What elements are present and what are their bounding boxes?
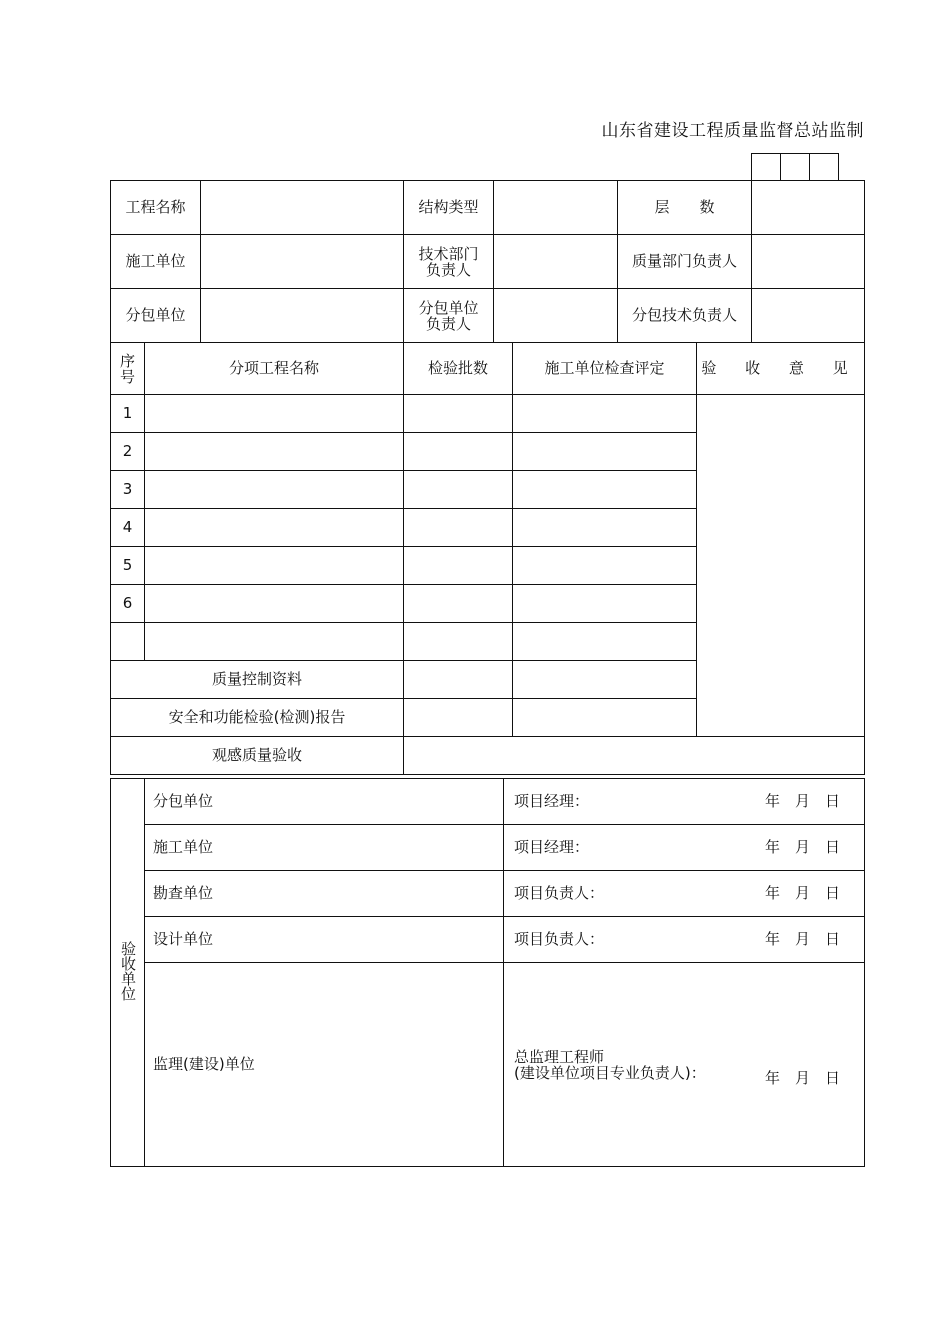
- item-seq: 3: [111, 471, 145, 509]
- issuer-text: 山东省建设工程质量监督总站监制: [601, 121, 864, 141]
- code-box[interactable]: [810, 154, 838, 181]
- acceptance-signature-cell[interactable]: [504, 779, 865, 825]
- code-box[interactable]: [781, 154, 810, 181]
- item-batches-cell[interactable]: [404, 471, 513, 509]
- item-name-cell[interactable]: [145, 471, 404, 509]
- item-row: [111, 395, 865, 433]
- item-batches-cell[interactable]: [404, 547, 513, 585]
- item-name-header: 分项工程名称: [145, 343, 404, 395]
- sub-items-table: [110, 342, 865, 775]
- item-eval-cell[interactable]: [513, 623, 697, 661]
- acceptance-unit: 施工单位: [145, 825, 504, 871]
- project-name-field[interactable]: [201, 181, 404, 235]
- acceptance-row: [111, 825, 865, 871]
- supervision-row: [111, 963, 865, 1167]
- contractor-field[interactable]: [201, 235, 404, 289]
- subcontractor-field[interactable]: [201, 289, 404, 343]
- signer-role: 项目负责人：: [514, 930, 605, 948]
- acceptance-unit: 勘查单位: [145, 871, 504, 917]
- sign-date: 年 月 日: [764, 930, 840, 948]
- floors-label: 层 数: [618, 181, 752, 235]
- acceptance-signature-cell[interactable]: [504, 825, 865, 871]
- item-seq: 5: [111, 547, 145, 585]
- tech-dept-head-label: [404, 235, 494, 289]
- sign-date: 年 月 日: [764, 1069, 840, 1087]
- quality-dept-head-field[interactable]: [752, 235, 865, 289]
- item-seq: 2: [111, 433, 145, 471]
- item-name-cell[interactable]: [145, 433, 404, 471]
- subcontractor-label: 分包单位: [111, 289, 201, 343]
- sub-tech-head-label: 分包技术负责人: [618, 289, 752, 343]
- supervision-role-line1: 总监理工程师: [514, 1047, 605, 1066]
- floors-field[interactable]: [752, 181, 865, 235]
- signer-role: 项目经理：: [514, 838, 590, 856]
- item-seq: 1: [111, 395, 145, 433]
- acceptance-unit: 设计单位: [145, 917, 504, 963]
- acceptance-row: [111, 779, 865, 825]
- item-eval-cell[interactable]: [513, 471, 697, 509]
- appearance-field[interactable]: [404, 737, 865, 775]
- item-seq: 6: [111, 585, 145, 623]
- item-eval-cell[interactable]: [513, 547, 697, 585]
- acceptance-unit: 分包单位: [145, 779, 504, 825]
- contractor-row: [111, 235, 865, 289]
- items-header-row: [111, 343, 865, 395]
- item-batches-cell[interactable]: [404, 585, 513, 623]
- contractor-label: 施工单位: [111, 235, 201, 289]
- form-code-boxes: [751, 153, 839, 181]
- tech-dept-label-line1: 技术部门: [418, 244, 479, 263]
- item-eval-cell[interactable]: [513, 585, 697, 623]
- acceptance-row: [111, 917, 865, 963]
- item-batches-cell[interactable]: [404, 433, 513, 471]
- sub-head-field[interactable]: [494, 289, 618, 343]
- quality-dept-head-label: 质量部门负责人: [618, 235, 752, 289]
- seq-header: [111, 343, 145, 395]
- item-batches-cell[interactable]: [404, 623, 513, 661]
- safety-report-batches[interactable]: [404, 699, 513, 737]
- acceptance-signature-cell[interactable]: [504, 917, 865, 963]
- contractor-eval-header: 施工单位检查评定: [513, 343, 697, 395]
- seq-header-line1: 序: [119, 351, 135, 370]
- quality-control-label: 质量控制资料: [111, 661, 404, 699]
- sub-tech-head-field[interactable]: [752, 289, 865, 343]
- subcontractor-row: [111, 289, 865, 343]
- item-batches-cell[interactable]: [404, 395, 513, 433]
- tech-dept-label-line2: 负责人: [425, 260, 471, 279]
- sub-head-label-line1: 分包单位: [418, 298, 479, 317]
- acceptance-opinion-cell[interactable]: [697, 395, 865, 737]
- sub-head-label: [404, 289, 494, 343]
- signer-role: 项目负责人：: [514, 884, 605, 902]
- supervision-unit: 监理(建设)单位: [145, 963, 504, 1167]
- project-name-row: [111, 181, 865, 235]
- code-box[interactable]: [752, 154, 781, 181]
- safety-report-label: 安全和功能检验(检测)报告: [111, 699, 404, 737]
- supervision-role: [514, 1049, 706, 1081]
- quality-control-batches[interactable]: [404, 661, 513, 699]
- tech-dept-head-field[interactable]: [494, 235, 618, 289]
- item-name-cell[interactable]: [145, 395, 404, 433]
- sub-head-label-line2: 负责人: [425, 314, 471, 333]
- item-eval-cell[interactable]: [513, 395, 697, 433]
- supervision-signature-cell[interactable]: [504, 963, 865, 1167]
- acceptance-side-label: 验收单位: [119, 940, 137, 1001]
- appearance-label: 观感质量验收: [111, 737, 404, 775]
- item-name-cell[interactable]: [145, 547, 404, 585]
- sign-date: 年 月 日: [764, 838, 840, 856]
- signer-role: 项目经理：: [514, 792, 590, 810]
- seq-header-line2: 号: [119, 367, 135, 386]
- batch-count-header: 检验批数: [404, 343, 513, 395]
- item-seq: [111, 623, 145, 661]
- sign-date: 年 月 日: [764, 792, 840, 810]
- acceptance-signature-cell[interactable]: [504, 871, 865, 917]
- supervision-role-line2: (建设单位项目专业负责人)：: [514, 1063, 706, 1082]
- project-name-label: 工程名称: [111, 181, 201, 235]
- item-batches-cell[interactable]: [404, 509, 513, 547]
- acceptance-units-table: [110, 778, 865, 1167]
- acceptance-row: [111, 871, 865, 917]
- structure-type-field[interactable]: [494, 181, 618, 235]
- acceptance-opinion-header: 验 收 意 见: [697, 343, 865, 395]
- item-seq: 4: [111, 509, 145, 547]
- structure-type-label: 结构类型: [404, 181, 494, 235]
- item-eval-cell[interactable]: [513, 433, 697, 471]
- quality-control-eval[interactable]: [513, 661, 697, 699]
- item-name-cell[interactable]: [145, 585, 404, 623]
- project-info-table: [110, 180, 865, 343]
- appearance-row: [111, 737, 865, 775]
- acceptance-side-label-cell: [111, 779, 145, 1167]
- item-eval-cell[interactable]: [513, 509, 697, 547]
- sign-date: 年 月 日: [764, 884, 840, 902]
- item-name-cell[interactable]: [145, 623, 404, 661]
- safety-report-eval[interactable]: [513, 699, 697, 737]
- item-name-cell[interactable]: [145, 509, 404, 547]
